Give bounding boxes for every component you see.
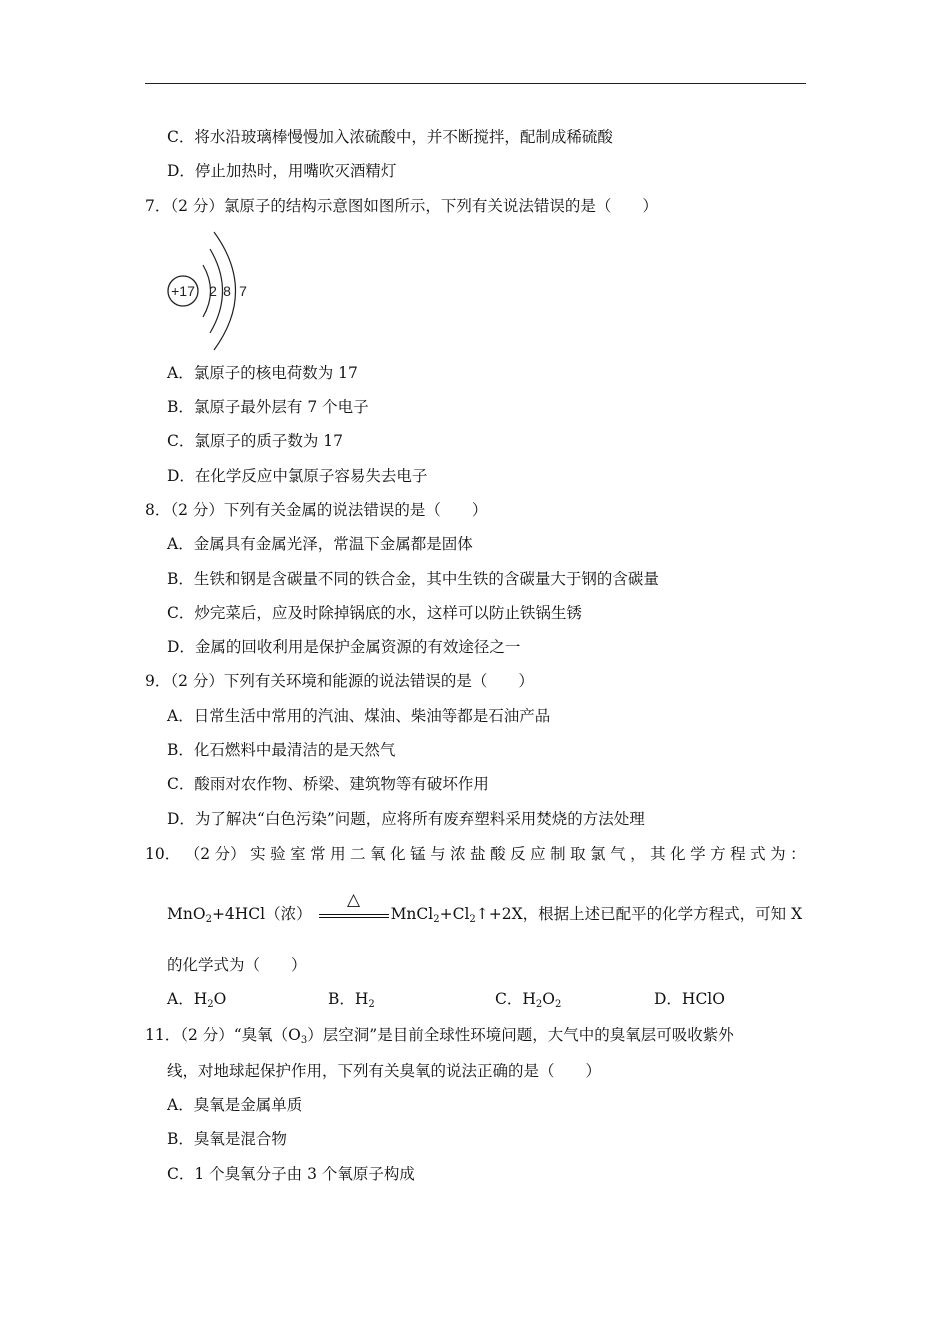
q6-option-c[interactable]: C．将水沿玻璃棒慢慢加入浓硫酸中，并不断搅拌，配制成稀硫酸 — [167, 128, 613, 146]
q10-equation: MnO$_2$+4HCl（浓） △ $MnCl_2+Cl_2↑+2X$，根据上述已配平的化学方程式，可知 X — [167, 890, 803, 925]
q9-stem: 9．（2 分）下列有关环境和能源的说法错误的是（ ） — [145, 672, 534, 690]
chlorine-atom-diagram — [164, 222, 254, 352]
q7-option-a[interactable]: A．氯原子的核电荷数为 17 — [167, 364, 358, 382]
shell-3-electrons: 7 — [239, 283, 247, 299]
q9-option-c[interactable]: C．酸雨对农作物、桥梁、建筑物等有破坏作用 — [167, 775, 489, 793]
q9-option-a[interactable]: A．日常生活中常用的汽油、煤油、柴油等都是石油产品 — [167, 707, 551, 725]
nucleus-charge: +17 — [171, 283, 195, 299]
q10-option-b[interactable]: B．$H_2$ — [328, 990, 375, 1010]
q7-option-d[interactable]: D．在化学反应中氯原子容易失去电子 — [167, 467, 428, 485]
q10-option-d[interactable]: D．HClO — [654, 990, 725, 1008]
q7-stem: 7．（2 分）氯原子的结构示意图如图所示，下列有关说法错误的是（ ） — [145, 197, 658, 215]
shell-1-electrons: 2 — [209, 283, 217, 299]
q11-option-b[interactable]: B．臭氧是混合物 — [167, 1130, 287, 1148]
q10-stem-end: 的化学式为（ ） — [167, 956, 307, 974]
q11-option-a[interactable]: A．臭氧是金属单质 — [167, 1096, 303, 1114]
q11-stem-line1: 11．（2 分）“臭氧$(O_3)$层空洞”是目前全球性环境问题，大气中的臭氧层可吸收紫外 — [145, 1026, 734, 1046]
q8-stem: 8．（2 分）下列有关金属的说法错误的是（ ） — [145, 501, 488, 519]
q10-stem: 10． （2 分） 实 验 室 常 用 二 氧 化 锰 与 浓 盐 酸 反 应 制 取 氯 气 ， 其 化 学 方 程 式 为 ： — [145, 845, 806, 863]
q7-option-b[interactable]: B．氯原子最外层有 7 个电子 — [167, 398, 369, 416]
shell-2-electrons: 8 — [223, 283, 231, 299]
q8-option-b[interactable]: B．生铁和钢是含碳量不同的铁合金，其中生铁的含碳量大于钢的含碳量 — [167, 570, 659, 588]
q10-option-a[interactable]: A．$H_2O$ — [167, 990, 227, 1010]
q10-option-c[interactable]: C．$H_2O_2$ — [495, 990, 562, 1010]
q8-option-a[interactable]: A．金属具有金属光泽，常温下金属都是固体 — [167, 535, 473, 553]
q8-option-d[interactable]: D．金属的回收利用是保护金属资源的有效途径之一 — [167, 638, 521, 656]
q11-stem-line2: 线，对地球起保护作用，下列有关臭氧的说法正确的是（ ） — [167, 1062, 602, 1080]
q7-option-c[interactable]: C．氯原子的质子数为 17 — [167, 432, 344, 450]
q10-options — [167, 989, 807, 1011]
q6-option-d[interactable]: D．停止加热时，用嘴吹灭酒精灯 — [167, 162, 397, 180]
header-rule — [145, 83, 806, 84]
q9-option-b[interactable]: B．化石燃料中最清洁的是天然气 — [167, 741, 396, 759]
q9-option-d[interactable]: D．为了解决“白色污染”问题，应将所有废弃塑料采用焚烧的方法处理 — [167, 810, 645, 828]
q8-option-c[interactable]: C．炒完菜后，应及时除掉锅底的水，这样可以防止铁锅生锈 — [167, 604, 582, 622]
heat-triangle-icon: △ — [347, 890, 361, 910]
q11-option-c[interactable]: C．1 个臭氧分子由 3 个氧原子构成 — [167, 1165, 415, 1183]
reaction-condition-heat — [319, 890, 389, 925]
